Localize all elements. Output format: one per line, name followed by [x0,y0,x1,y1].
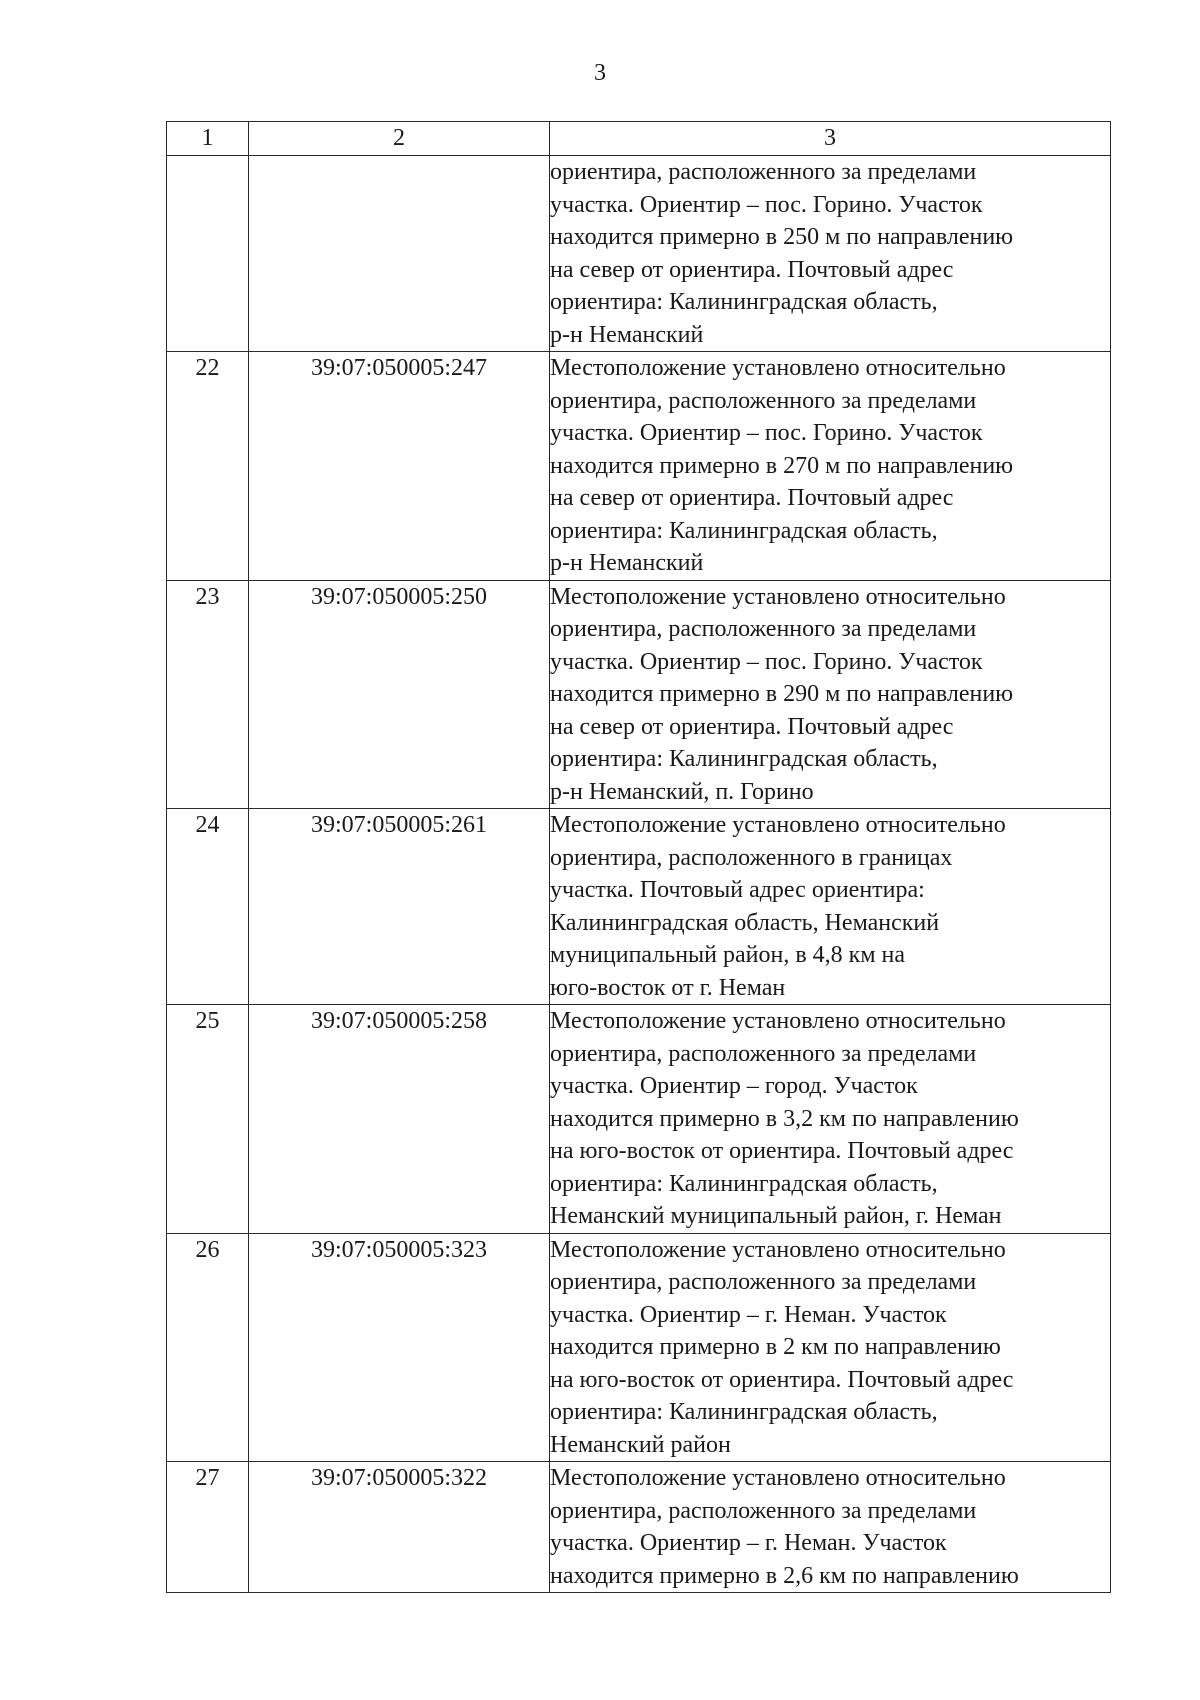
description-line: Местоположение установлено относительно [550,1008,1006,1034]
description-line: находится примерно в 2 км по направлению [550,1334,1001,1360]
description-line: Местоположение установлено относительно [550,812,1006,838]
cadastral-number: 39:07:050005:261 [249,809,550,1005]
description-line: ориентира, расположенного за пределами [550,159,977,185]
table-body [167,156,1111,1593]
description-line: Калининградская область, Неманский [550,909,940,936]
table-row [167,156,1111,352]
location-description [550,1462,1111,1593]
row-number: 23 [167,580,249,809]
location-description [550,1005,1111,1234]
row-number: 22 [167,352,249,581]
description-line: ориентира: Калининградская область, [550,1170,938,1197]
description-line: находится примерно в 3,2 км по направлению [550,1105,1019,1132]
column-header-number: 1 [167,122,249,156]
description-line: на север от ориентира. Почтовый адрес [550,485,954,511]
land-plots-table [166,121,1111,1593]
description-line: р-н Неманский [550,550,704,576]
description-line: Местоположение установлено относительно [550,1236,1006,1263]
location-description [550,580,1111,809]
description-line: ориентира: Калининградская область, [550,1399,938,1425]
page-number: 3 [594,60,606,86]
description-line: участка. Ориентир – г. Неман. Участок [550,1301,947,1328]
location-description [550,809,1111,1005]
location-description [550,1233,1111,1462]
description-line: муниципальный район, в 4,8 км на [550,942,906,968]
description-line: ориентира: Калининградская область, [550,517,938,544]
description-line: р-н Неманский, п. Горино [550,778,814,805]
description-line: ориентира: Калининградская область, [550,746,938,772]
description-line: находится примерно в 270 м по направлению [550,452,1014,479]
cadastral-number [249,156,550,352]
description-line: Местоположение установлено относительно [550,1465,1006,1491]
description-line: ориентира, расположенного за пределами [550,616,977,642]
description-line: р-н Неманский [550,321,704,348]
table-row [167,809,1111,1005]
description-line: участка. Ориентир – пос. Горино. Участок [550,191,983,218]
column-header-description: 3 [550,122,1111,156]
description-line: Местоположение установлено относительно [550,583,1006,610]
table-header-row [167,122,1111,156]
description-line: на юго-восток от ориентира. Почтовый адрес [550,1366,1014,1393]
row-number [167,156,249,352]
description-line: ориентира, расположенного в границах [550,844,953,871]
cadastral-number: 39:07:050005:258 [249,1005,550,1234]
description-line: участка. Ориентир – г. Неман. Участок [550,1530,947,1556]
table-row [167,1233,1111,1462]
description-line: участка. Почтовый адрес ориентира: [550,877,925,903]
table-row [167,1005,1111,1234]
row-number: 25 [167,1005,249,1234]
description-line: участка. Ориентир – пос. Горино. Участок [550,648,983,675]
description-line: находится примерно в 250 м по направлению [550,224,1014,250]
description-line: ориентира: Калининградская область, [550,289,938,315]
row-number: 24 [167,809,249,1005]
cadastral-number: 39:07:050005:322 [249,1462,550,1593]
table-row [167,1462,1111,1593]
description-line: участка. Ориентир – пос. Горино. Участок [550,420,983,446]
description-line: ориентира, расположенного за пределами [550,1497,977,1524]
cadastral-number: 39:07:050005:323 [249,1233,550,1462]
table-row [167,580,1111,809]
row-number: 27 [167,1462,249,1593]
description-line: ориентира, расположенного за пределами [550,387,977,414]
description-line: юго-восток от г. Неман [550,974,786,1001]
cadastral-number: 39:07:050005:247 [249,352,550,581]
description-line: находится примерно в 2,6 км по направлению [550,1562,1019,1589]
description-line: ориентира, расположенного за пределами [550,1269,977,1295]
row-number: 26 [167,1233,249,1462]
description-line: Неманский район [550,1431,731,1458]
location-description [550,156,1111,352]
description-line: участка. Ориентир – город. Участок [550,1073,918,1099]
description-line: на север от ориентира. Почтовый адрес [550,256,954,283]
description-line: находится примерно в 290 м по направлению [550,681,1014,707]
description-line: Местоположение установлено относительно [550,355,1006,381]
cadastral-number: 39:07:050005:250 [249,580,550,809]
description-line: на север от ориентира. Почтовый адрес [550,713,954,740]
description-line: Неманский муниципальный район, г. Неман [550,1203,1002,1229]
description-line: ориентира, расположенного за пределами [550,1040,977,1067]
description-line: на юго-восток от ориентира. Почтовый адрес [550,1138,1014,1164]
location-description [550,352,1111,581]
column-header-cadastral: 2 [249,122,550,156]
table-row [167,352,1111,581]
